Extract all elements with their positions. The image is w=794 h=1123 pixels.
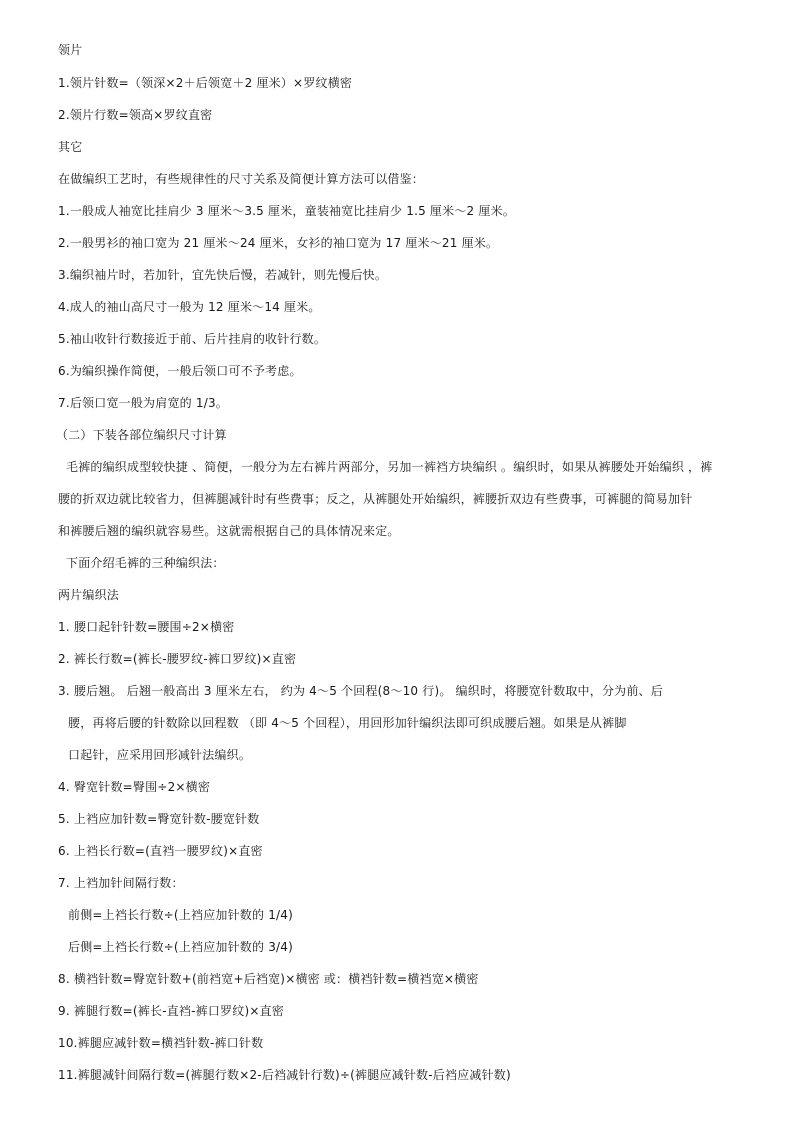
text-line: 腰，再将后腰的针数除以回程数 （即 4～5 个回程），用回形加针编织法即可织成腰后翘。如果是从裤脚 <box>68 716 627 730</box>
text-line: 6. 上裆长行数=(直裆一腰罗纹)×直密 <box>58 844 263 858</box>
paragraph-line: 腰的折双边就比较省力，但裤腿减针时有些费事；反之，从裤腿处开始编织，裤腰折双边有些费事，可裤腿的简易加针 <box>58 492 693 506</box>
text-line: 1.一般成人袖宽比挂肩少 3 厘米～3.5 厘米，童装袖宽比挂肩少 1.5 厘米～2 厘米。 <box>58 204 515 218</box>
text-line: 口起针，应采用回形减针法编织。 <box>68 748 252 762</box>
text-line: 5.袖山收针行数接近于前、后片挂肩的收针行数。 <box>58 332 327 346</box>
text-line: 下面介绍毛裤的三种编织法： <box>66 556 225 570</box>
text-line: 后侧=上裆长行数÷(上裆应加针数的 3/4) <box>68 940 294 954</box>
text-line: 5. 上裆应加针数=臀宽针数-腰宽针数 <box>58 812 260 826</box>
text-line: 1. 腰口起针针数=腰围÷2×横密 <box>58 620 235 634</box>
text-line: 6.为编织操作简便，一般后领口可不予考虑。 <box>58 364 302 378</box>
text-line: 4.成人的袖山高尺寸一般为 12 厘米～14 厘米。 <box>58 300 321 314</box>
text-line: 11.裤腿减针间隔行数=(裤腿行数×2-后裆减针行数)÷(裤腿应减针数-后裆应减针数) <box>58 1068 511 1082</box>
text-line: 2. 裤长行数=(裤长-腰罗纹-裤口罗纹)×直密 <box>58 652 297 666</box>
text-line: 在做编织工艺时，有些规律性的尺寸关系及简便计算方法可以借鉴： <box>58 172 425 186</box>
section-heading-other: 其它 <box>58 140 83 154</box>
text-line: 3. 腰后翘。 后翘一般高出 3 厘米左右， 约为 4～5 个回程(8～10 行)。 编织时，将腰宽针数取中，分为前、后 <box>58 684 663 698</box>
text-line: 1.领片针数=（领深×2＋后领宽＋2 厘米）×罗纹横密 <box>58 76 353 90</box>
text-line: 7. 上裆加针间隔行数： <box>58 876 184 890</box>
text-line: 7.后领口宽一般为肩宽的 1/3。 <box>58 396 228 410</box>
text-line: 前侧=上裆长行数÷(上裆应加针数的 1/4) <box>68 908 294 922</box>
text-line: 8. 横裆针数=臀宽针数+(前裆宽+后裆宽)×横密 或：横裆针数=横裆宽×横密 <box>58 972 479 986</box>
paragraph-line: 毛裤的编织成型较快捷 、简便，一般分为左右裤片两部分，另加一裤裆方块编织 。编织时，如果从裤腰处开始编织 ，裤 <box>66 460 713 474</box>
section-heading-collar: 领片 <box>58 43 83 57</box>
text-line: 4. 臀宽针数=臀围÷2×横密 <box>58 780 211 794</box>
text-line: 9. 裤腿行数=(裤长-直裆-裤口罗纹)×直密 <box>58 1004 284 1018</box>
section-heading-lower-garment: （二）下装各部位编织尺寸计算 <box>56 428 227 442</box>
text-line: 2.一般男衫的袖口宽为 21 厘米～24 厘米，女衫的袖口宽为 17 厘米～21 厘米。 <box>58 236 499 250</box>
text-line: 3.编织袖片时，若加针，宜先快后慢，若减针，则先慢后快。 <box>58 268 388 282</box>
text-line: 2.领片行数=领高×罗纹直密 <box>58 108 213 122</box>
section-heading-two-piece: 两片编织法 <box>58 588 120 602</box>
paragraph-line: 和裤腰后翘的编织就容易些。这就需根据自己的具体情况来定。 <box>58 524 400 538</box>
text-line: 10.裤腿应减针数=横裆针数-裤口针数 <box>58 1036 264 1050</box>
